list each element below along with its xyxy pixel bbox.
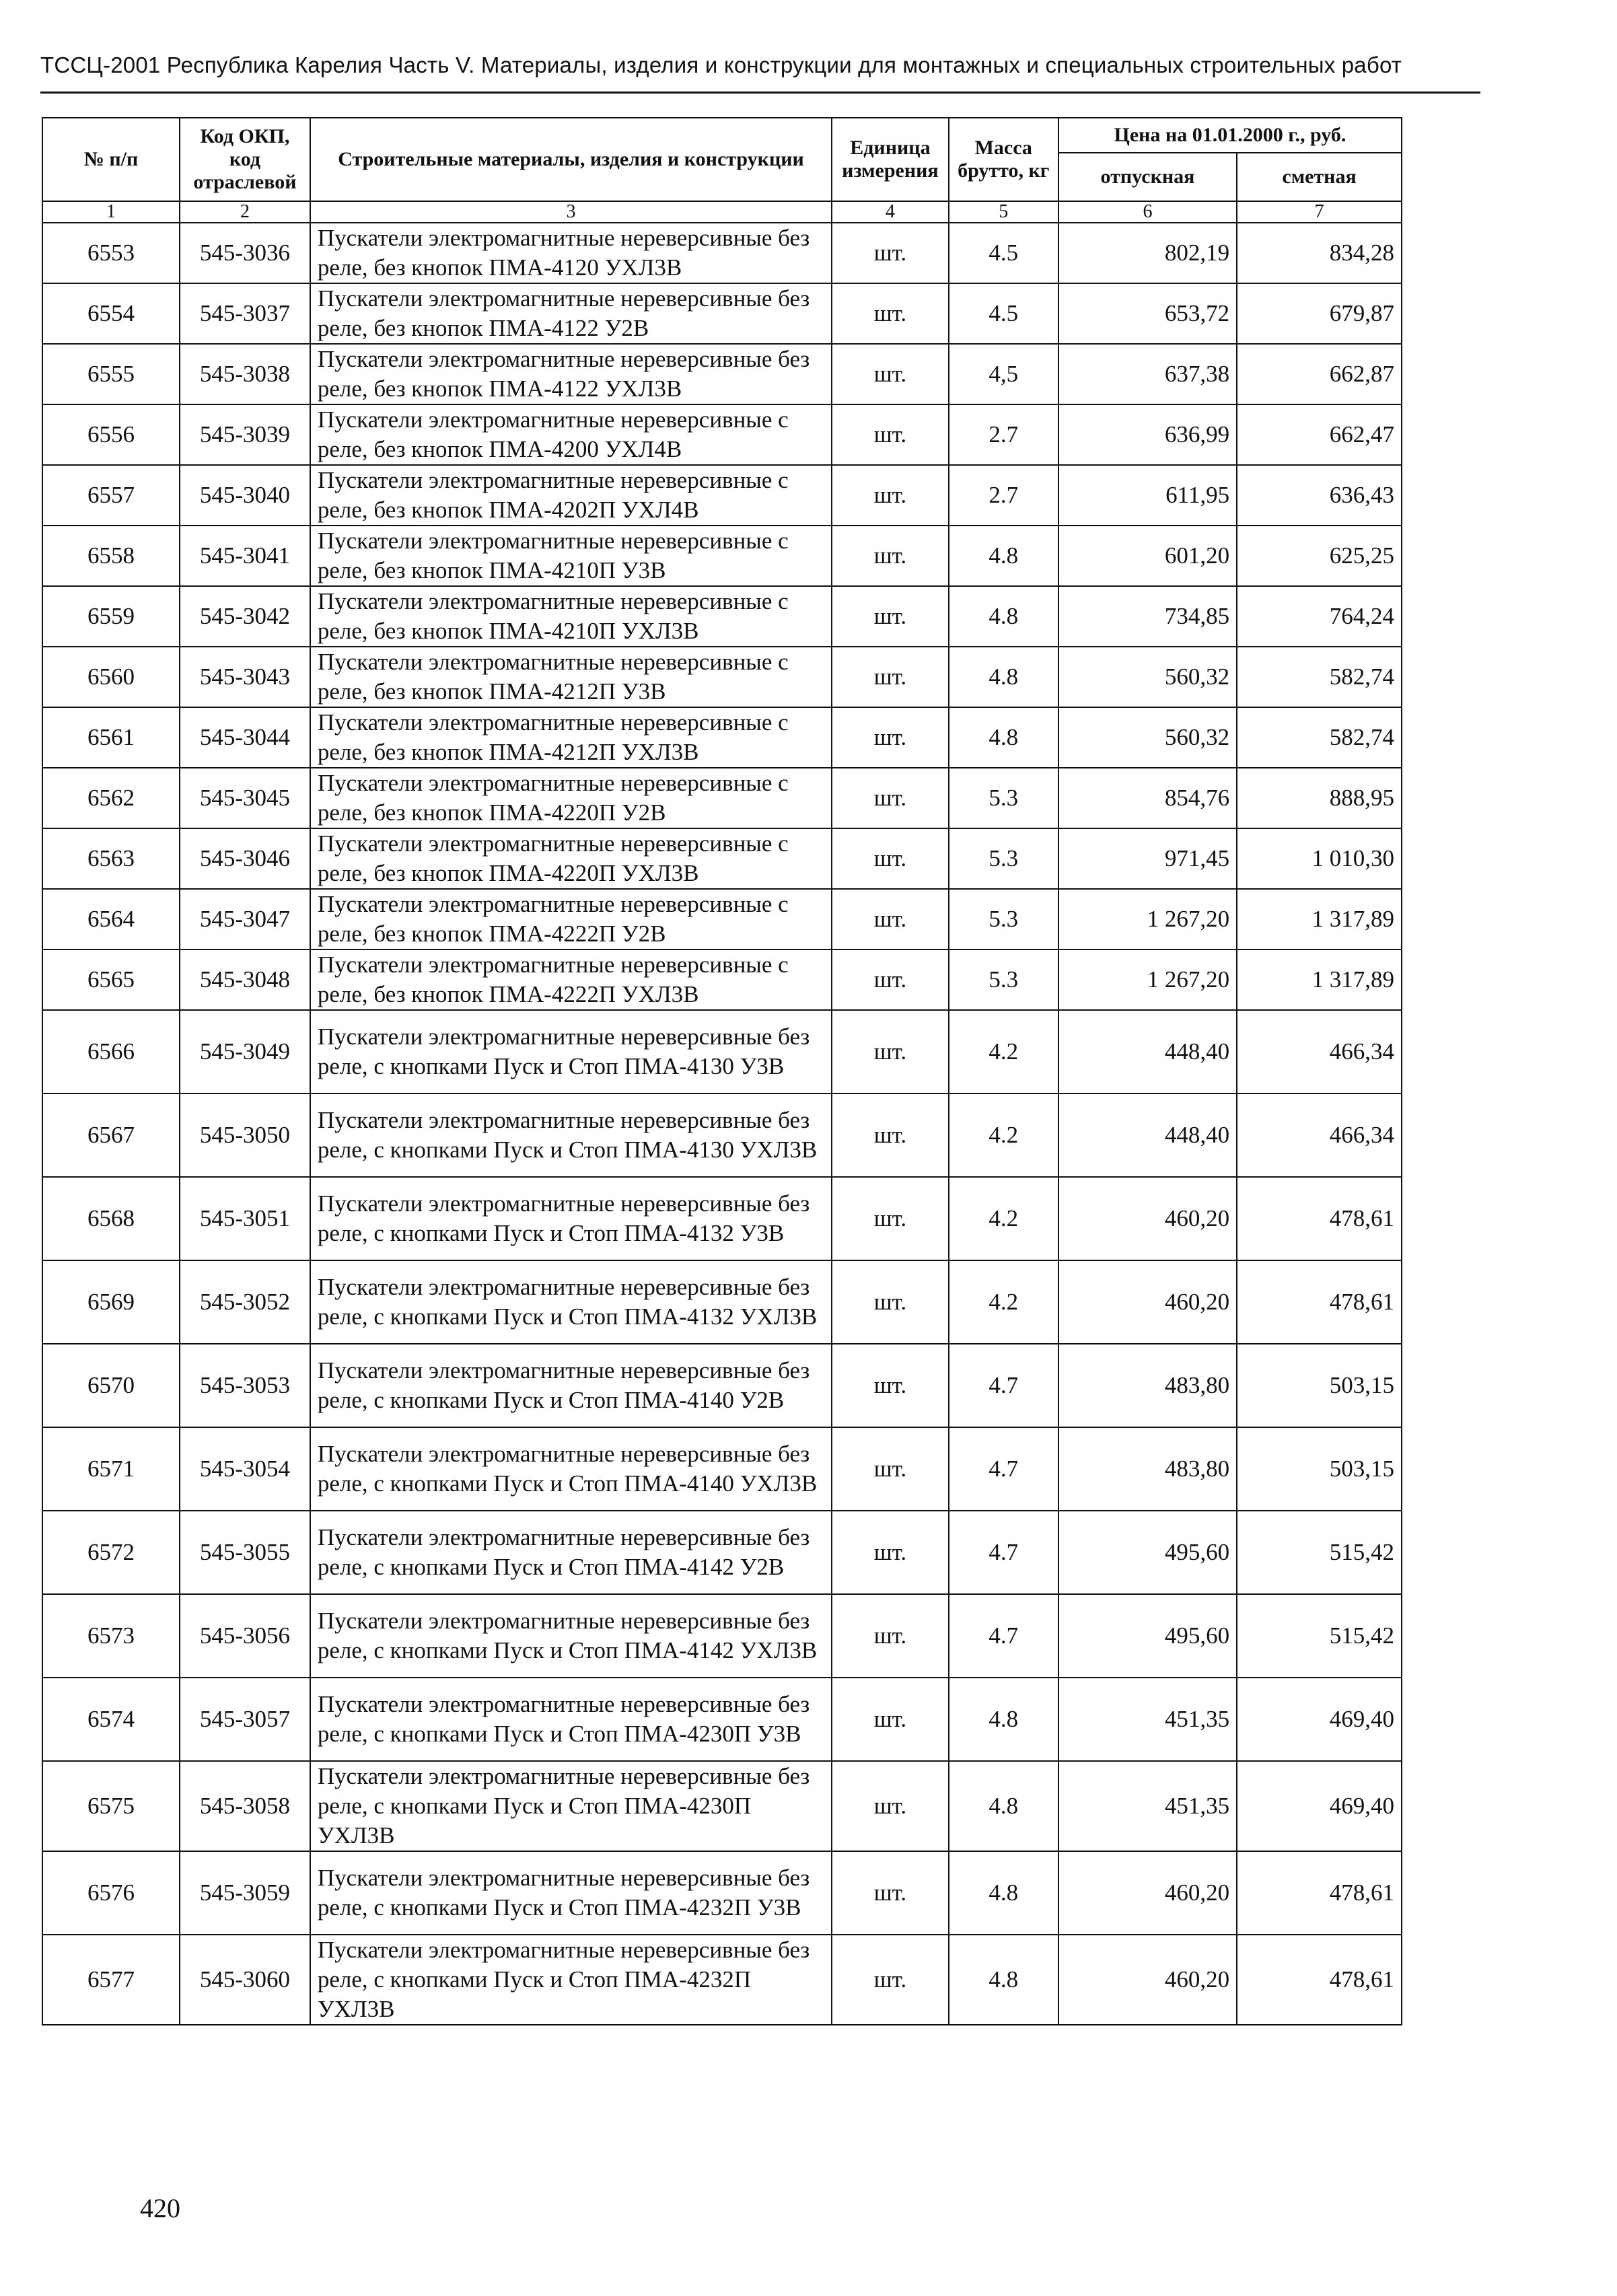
item-name: Пускатели электромагнитные нереверсивные без реле, без кнопок ПМА-4122 УХЛ3В — [310, 344, 832, 404]
unit: шт. — [832, 707, 948, 768]
okp-code: 545-3041 — [180, 526, 310, 586]
row-number: 6554 — [42, 283, 180, 344]
item-name: Пускатели электромагнитные нереверсивные без реле, без кнопок ПМА-4122 У2В — [310, 283, 832, 344]
item-name: Пускатели электромагнитные нереверсивные с реле, без кнопок ПМА-4222П У2В — [310, 889, 832, 949]
gross-mass: 5.3 — [949, 949, 1058, 1010]
gross-mass: 4.8 — [949, 526, 1058, 586]
item-name: Пускатели электромагнитные нереверсивные без реле, с кнопками Пуск и Стоп ПМА-4230П У3В — [310, 1678, 832, 1761]
okp-code: 545-3056 — [180, 1594, 310, 1678]
estimate-price: 503,15 — [1237, 1344, 1402, 1427]
item-name: Пускатели электромагнитные нереверсивные без реле, с кнопками Пуск и Стоп ПМА-4130 УХЛ3В — [310, 1093, 832, 1177]
row-number: 6572 — [42, 1511, 180, 1594]
okp-code: 545-3037 — [180, 283, 310, 344]
okp-code: 545-3038 — [180, 344, 310, 404]
estimate-price: 1 317,89 — [1237, 949, 1402, 1010]
row-number: 6553 — [42, 223, 180, 283]
row-number: 6576 — [42, 1851, 180, 1935]
okp-code: 545-3055 — [180, 1511, 310, 1594]
table-row — [42, 283, 1402, 344]
release-price: 854,76 — [1058, 768, 1237, 828]
page-number: 420 — [140, 2193, 180, 2223]
release-price: 611,95 — [1058, 465, 1237, 526]
estimate-price: 582,74 — [1237, 647, 1402, 707]
item-name: Пускатели электромагнитные нереверсивные с реле, без кнопок ПМА-4210П У3В — [310, 526, 832, 586]
unit: шт. — [832, 647, 948, 707]
row-number: 6560 — [42, 647, 180, 707]
release-price: 653,72 — [1058, 283, 1237, 344]
item-name: Пускатели электромагнитные нереверсивные с реле, без кнопок ПМА-4212П УХЛ3В — [310, 707, 832, 768]
unit: шт. — [832, 1344, 948, 1427]
okp-code: 545-3047 — [180, 889, 310, 949]
unit: шт. — [832, 1093, 948, 1177]
okp-code: 545-3057 — [180, 1678, 310, 1761]
estimate-price: 466,34 — [1237, 1010, 1402, 1093]
table-row — [42, 1344, 1402, 1427]
row-number: 6559 — [42, 586, 180, 647]
okp-code: 545-3046 — [180, 828, 310, 889]
column-number: 6 — [1058, 201, 1237, 223]
item-name: Пускатели электромагнитные нереверсивные с реле, без кнопок ПМА-4202П УХЛ4В — [310, 465, 832, 526]
estimate-price: 1 010,30 — [1237, 828, 1402, 889]
release-price: 971,45 — [1058, 828, 1237, 889]
okp-code: 545-3050 — [180, 1093, 310, 1177]
item-name: Пускатели электромагнитные нереверсивные без реле, без кнопок ПМА-4120 УХЛ3В — [310, 223, 832, 283]
estimate-price: 662,87 — [1237, 344, 1402, 404]
estimate-price: 834,28 — [1237, 223, 1402, 283]
unit: шт. — [832, 949, 948, 1010]
estimate-price: 515,42 — [1237, 1594, 1402, 1678]
unit: шт. — [832, 1761, 948, 1851]
item-name: Пускатели электромагнитные нереверсивные без реле, с кнопками Пуск и Стоп ПМА-4230П УХЛ3В — [310, 1761, 832, 1851]
gross-mass: 4.8 — [949, 586, 1058, 647]
okp-code: 545-3059 — [180, 1851, 310, 1935]
okp-code: 545-3036 — [180, 223, 310, 283]
estimate-price: 515,42 — [1237, 1511, 1402, 1594]
item-name: Пускатели электромагнитные нереверсивные с реле, без кнопок ПМА-4220П УХЛ3В — [310, 828, 832, 889]
item-name: Пускатели электромагнитные нереверсивные без реле, с кнопками Пуск и Стоп ПМА-4132 УХЛ3В — [310, 1260, 832, 1344]
estimate-price: 478,61 — [1237, 1851, 1402, 1935]
release-price: 560,32 — [1058, 647, 1237, 707]
table-row — [42, 223, 1402, 283]
unit: шт. — [832, 283, 948, 344]
okp-code: 545-3040 — [180, 465, 310, 526]
column-number: 1 — [42, 201, 180, 223]
release-price: 451,35 — [1058, 1678, 1237, 1761]
row-number: 6568 — [42, 1177, 180, 1260]
table-row — [42, 1935, 1402, 2025]
table-row — [42, 1851, 1402, 1935]
row-number: 6562 — [42, 768, 180, 828]
release-price: 734,85 — [1058, 586, 1237, 647]
page-header: ТССЦ-2001 Республика Карелия Часть V. Материалы, изделия и конструкции для монтажных и специальных строительных работ — [40, 52, 1402, 77]
item-name: Пускатели электромагнитные нереверсивные без реле, с кнопками Пуск и Стоп ПМА-4140 УХЛ3В — [310, 1427, 832, 1511]
okp-code: 545-3058 — [180, 1761, 310, 1851]
release-price: 1 267,20 — [1058, 949, 1237, 1010]
estimate-price: 466,34 — [1237, 1093, 1402, 1177]
estimate-price: 478,61 — [1237, 1260, 1402, 1344]
unit: шт. — [832, 344, 948, 404]
column-number: 7 — [1237, 201, 1402, 223]
estimate-price: 764,24 — [1237, 586, 1402, 647]
estimate-price: 888,95 — [1237, 768, 1402, 828]
header-num: № п/п — [42, 118, 180, 201]
gross-mass: 4.7 — [949, 1344, 1058, 1427]
estimate-price: 478,61 — [1237, 1935, 1402, 2025]
row-number: 6555 — [42, 344, 180, 404]
gross-mass: 5.3 — [949, 768, 1058, 828]
item-name: Пускатели электромагнитные нереверсивные без реле, с кнопками Пуск и Стоп ПМА-4232П У3В — [310, 1851, 832, 1935]
release-price: 495,60 — [1058, 1511, 1237, 1594]
okp-code: 545-3051 — [180, 1177, 310, 1260]
release-price: 601,20 — [1058, 526, 1237, 586]
item-name: Пускатели электромагнитные нереверсивные без реле, с кнопками Пуск и Стоп ПМА-4132 У3В — [310, 1177, 832, 1260]
estimate-price: 469,40 — [1237, 1678, 1402, 1761]
unit: шт. — [832, 828, 948, 889]
gross-mass: 4.8 — [949, 647, 1058, 707]
header-estimate-price: сметная — [1237, 153, 1402, 201]
item-name: Пускатели электромагнитные нереверсивные с реле, без кнопок ПМА-4222П УХЛ3В — [310, 949, 832, 1010]
gross-mass: 4.7 — [949, 1427, 1058, 1511]
row-number: 6566 — [42, 1010, 180, 1093]
unit: шт. — [832, 1935, 948, 2025]
column-number: 4 — [832, 201, 948, 223]
gross-mass: 4.2 — [949, 1093, 1058, 1177]
column-numbers-row — [42, 201, 1402, 223]
unit: шт. — [832, 526, 948, 586]
okp-code: 545-3045 — [180, 768, 310, 828]
gross-mass: 4.7 — [949, 1594, 1058, 1678]
row-number: 6575 — [42, 1761, 180, 1851]
gross-mass: 4.2 — [949, 1177, 1058, 1260]
table-row — [42, 647, 1402, 707]
table-row — [42, 889, 1402, 949]
gross-mass: 4.2 — [949, 1010, 1058, 1093]
header-release-price: отпускная — [1058, 153, 1237, 201]
release-price: 802,19 — [1058, 223, 1237, 283]
gross-mass: 4.2 — [949, 1260, 1058, 1344]
estimate-price: 679,87 — [1237, 283, 1402, 344]
price-table — [42, 117, 1402, 2025]
row-number: 6563 — [42, 828, 180, 889]
column-number: 2 — [180, 201, 310, 223]
table-row — [42, 1594, 1402, 1678]
gross-mass: 4.8 — [949, 1761, 1058, 1851]
table-body — [42, 223, 1402, 2025]
row-number: 6567 — [42, 1093, 180, 1177]
column-number: 5 — [949, 201, 1058, 223]
gross-mass: 2.7 — [949, 465, 1058, 526]
row-number: 6574 — [42, 1678, 180, 1761]
unit: шт. — [832, 223, 948, 283]
gross-mass: 5.3 — [949, 889, 1058, 949]
table-row — [42, 1427, 1402, 1511]
estimate-price: 582,74 — [1237, 707, 1402, 768]
row-number: 6561 — [42, 707, 180, 768]
unit: шт. — [832, 465, 948, 526]
estimate-price: 1 317,89 — [1237, 889, 1402, 949]
item-name: Пускатели электромагнитные нереверсивные без реле, с кнопками Пуск и Стоп ПМА-4130 У3В — [310, 1010, 832, 1093]
okp-code: 545-3053 — [180, 1344, 310, 1427]
unit: шт. — [832, 1851, 948, 1935]
row-number: 6558 — [42, 526, 180, 586]
gross-mass: 4,5 — [949, 344, 1058, 404]
table-row — [42, 344, 1402, 404]
row-number: 6573 — [42, 1594, 180, 1678]
table-row — [42, 1177, 1402, 1260]
header-unit: Единица измерения — [832, 118, 948, 201]
row-number: 6565 — [42, 949, 180, 1010]
row-number: 6569 — [42, 1260, 180, 1344]
release-price: 460,20 — [1058, 1935, 1237, 2025]
gross-mass: 2.7 — [949, 404, 1058, 465]
row-number: 6577 — [42, 1935, 180, 2025]
release-price: 451,35 — [1058, 1761, 1237, 1851]
unit: шт. — [832, 1511, 948, 1594]
row-number: 6570 — [42, 1344, 180, 1427]
release-price: 637,38 — [1058, 344, 1237, 404]
gross-mass: 5.3 — [949, 828, 1058, 889]
unit: шт. — [832, 1594, 948, 1678]
release-price: 483,80 — [1058, 1427, 1237, 1511]
release-price: 448,40 — [1058, 1093, 1237, 1177]
okp-code: 545-3039 — [180, 404, 310, 465]
unit: шт. — [832, 1260, 948, 1344]
release-price: 495,60 — [1058, 1594, 1237, 1678]
release-price: 560,32 — [1058, 707, 1237, 768]
gross-mass: 4.8 — [949, 1851, 1058, 1935]
okp-code: 545-3043 — [180, 647, 310, 707]
okp-code: 545-3049 — [180, 1010, 310, 1093]
header-code: Код ОКП, код отраслевой — [180, 118, 310, 201]
table-row — [42, 828, 1402, 889]
table-row — [42, 1010, 1402, 1093]
unit: шт. — [832, 1427, 948, 1511]
row-number: 6571 — [42, 1427, 180, 1511]
table-row — [42, 586, 1402, 647]
header-rule — [40, 92, 1480, 94]
estimate-price: 503,15 — [1237, 1427, 1402, 1511]
release-price: 460,20 — [1058, 1177, 1237, 1260]
gross-mass: 4.5 — [949, 223, 1058, 283]
table-row — [42, 1678, 1402, 1761]
unit: шт. — [832, 1177, 948, 1260]
release-price: 1 267,20 — [1058, 889, 1237, 949]
okp-code: 545-3060 — [180, 1935, 310, 2025]
table-row — [42, 465, 1402, 526]
gross-mass: 4.8 — [949, 1935, 1058, 2025]
table-row — [42, 1093, 1402, 1177]
item-name: Пускатели электромагнитные нереверсивные без реле, с кнопками Пуск и Стоп ПМА-4140 У2В — [310, 1344, 832, 1427]
item-name: Пускатели электромагнитные нереверсивные без реле, с кнопками Пуск и Стоп ПМА-4142 УХЛ3В — [310, 1594, 832, 1678]
release-price: 460,20 — [1058, 1260, 1237, 1344]
item-name: Пускатели электромагнитные нереверсивные без реле, с кнопками Пуск и Стоп ПМА-4232П УХЛ3В — [310, 1935, 832, 2025]
column-number: 3 — [310, 201, 832, 223]
release-price: 483,80 — [1058, 1344, 1237, 1427]
table-row — [42, 1511, 1402, 1594]
unit: шт. — [832, 404, 948, 465]
estimate-price: 625,25 — [1237, 526, 1402, 586]
okp-code: 545-3052 — [180, 1260, 310, 1344]
item-name: Пускатели электромагнитные нереверсивные с реле, без кнопок ПМА-4212П У3В — [310, 647, 832, 707]
item-name: Пускатели электромагнитные нереверсивные с реле, без кнопок ПМА-4200 УХЛ4В — [310, 404, 832, 465]
unit: шт. — [832, 586, 948, 647]
table-row — [42, 526, 1402, 586]
item-name: Пускатели электромагнитные нереверсивные с реле, без кнопок ПМА-4210П УХЛ3В — [310, 586, 832, 647]
unit: шт. — [832, 1010, 948, 1093]
okp-code: 545-3054 — [180, 1427, 310, 1511]
gross-mass: 4.7 — [949, 1511, 1058, 1594]
item-name: Пускатели электромагнитные нереверсивные с реле, без кнопок ПМА-4220П У2В — [310, 768, 832, 828]
release-price: 460,20 — [1058, 1851, 1237, 1935]
table-row — [42, 1761, 1402, 1851]
table-row — [42, 768, 1402, 828]
unit: шт. — [832, 889, 948, 949]
gross-mass: 4.8 — [949, 707, 1058, 768]
estimate-price: 662,47 — [1237, 404, 1402, 465]
release-price: 448,40 — [1058, 1010, 1237, 1093]
unit: шт. — [832, 768, 948, 828]
table-row — [42, 1260, 1402, 1344]
gross-mass: 4.5 — [949, 283, 1058, 344]
okp-code: 545-3044 — [180, 707, 310, 768]
table-row — [42, 949, 1402, 1010]
table-row — [42, 707, 1402, 768]
row-number: 6556 — [42, 404, 180, 465]
unit: шт. — [832, 1678, 948, 1761]
release-price: 636,99 — [1058, 404, 1237, 465]
row-number: 6557 — [42, 465, 180, 526]
estimate-price: 478,61 — [1237, 1177, 1402, 1260]
okp-code: 545-3048 — [180, 949, 310, 1010]
table-row — [42, 404, 1402, 465]
item-name: Пускатели электромагнитные нереверсивные без реле, с кнопками Пуск и Стоп ПМА-4142 У2В — [310, 1511, 832, 1594]
header-name: Строительные материалы, изделия и конструкции — [310, 118, 832, 201]
header-price-group: Цена на 01.01.2000 г., руб. — [1058, 118, 1402, 153]
okp-code: 545-3042 — [180, 586, 310, 647]
estimate-price: 469,40 — [1237, 1761, 1402, 1851]
estimate-price: 636,43 — [1237, 465, 1402, 526]
gross-mass: 4.8 — [949, 1678, 1058, 1761]
header-mass: Масса брутто, кг — [949, 118, 1058, 201]
row-number: 6564 — [42, 889, 180, 949]
